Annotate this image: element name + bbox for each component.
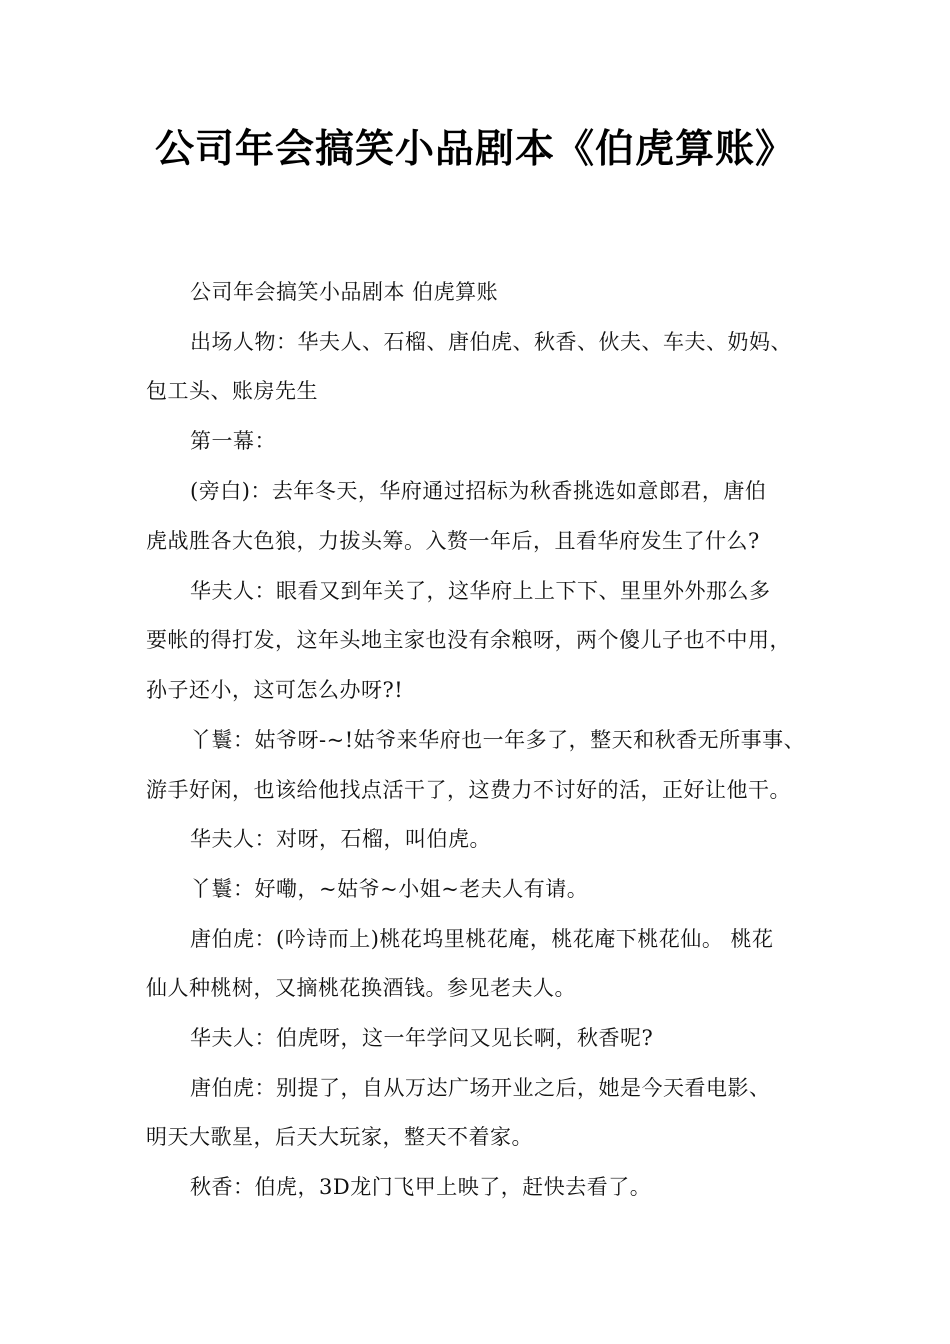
paragraph-line: (旁白)：去年冬天，华府通过招标为秋香挑选如意郎君，唐伯 bbox=[190, 479, 767, 503]
paragraph-line: 秋香：伯虎，3D龙门飞甲上映了，赶快去看了。 bbox=[190, 1175, 652, 1199]
paragraph-line: 出场人物：华夫人、石榴、唐伯虎、秋香、伙夫、车夫、奶妈、 bbox=[190, 330, 792, 354]
paragraph-line: 要帐的得打发，这年头地主家也没有余粮呀，两个傻儿子也不中用， bbox=[146, 628, 791, 652]
paragraph-line: 公司年会搞笑小品剧本 伯虎算账 bbox=[190, 280, 499, 304]
paragraph-line: 唐伯虎：别提了，自从万达广场开业之后，她是今天看电影、 bbox=[190, 1076, 771, 1100]
document-title: 公司年会搞笑小品剧本《伯虎算账》 bbox=[154, 126, 795, 172]
paragraph-line: 丫鬟：好嘞，~姑爷~小姐~老夫人有请。 bbox=[190, 877, 589, 901]
paragraph-line: 丫鬟：姑爷呀-~!姑爷来华府也一年多了，整天和秋香无所事事、 bbox=[190, 728, 806, 752]
paragraph-line: 孙子还小，这可怎么办呀?! bbox=[146, 678, 404, 702]
paragraph-line: 游手好闲，也该给他找点活干了，这费力不讨好的活，正好让他干。 bbox=[146, 778, 791, 802]
paragraph-line: 仙人种桃树，又摘桃花换酒钱。参见老夫人。 bbox=[146, 976, 576, 1000]
paragraph-line: 虎战胜各大色狼，力拔头筹。入赘一年后，且看华府发生了什么? bbox=[146, 529, 760, 553]
paragraph-line: 华夫人：眼看又到年关了，这华府上上下下、里里外外那么多 bbox=[190, 579, 771, 603]
paragraph-line: 唐伯虎：(吟诗而上)桃花坞里桃花庵，桃花庵下桃花仙。 桃花 bbox=[190, 927, 774, 951]
paragraph-line: 包工头、账房先生 bbox=[146, 379, 318, 403]
paragraph-line: 第一幕： bbox=[190, 429, 276, 453]
paragraph-line: 明天大歌星，后天大玩家，整天不着家。 bbox=[146, 1125, 533, 1149]
paragraph-line: 华夫人：伯虎呀，这一年学问又见长啊，秋香呢? bbox=[190, 1026, 654, 1050]
paragraph-line: 华夫人：对呀，石榴，叫伯虎。 bbox=[190, 827, 491, 851]
